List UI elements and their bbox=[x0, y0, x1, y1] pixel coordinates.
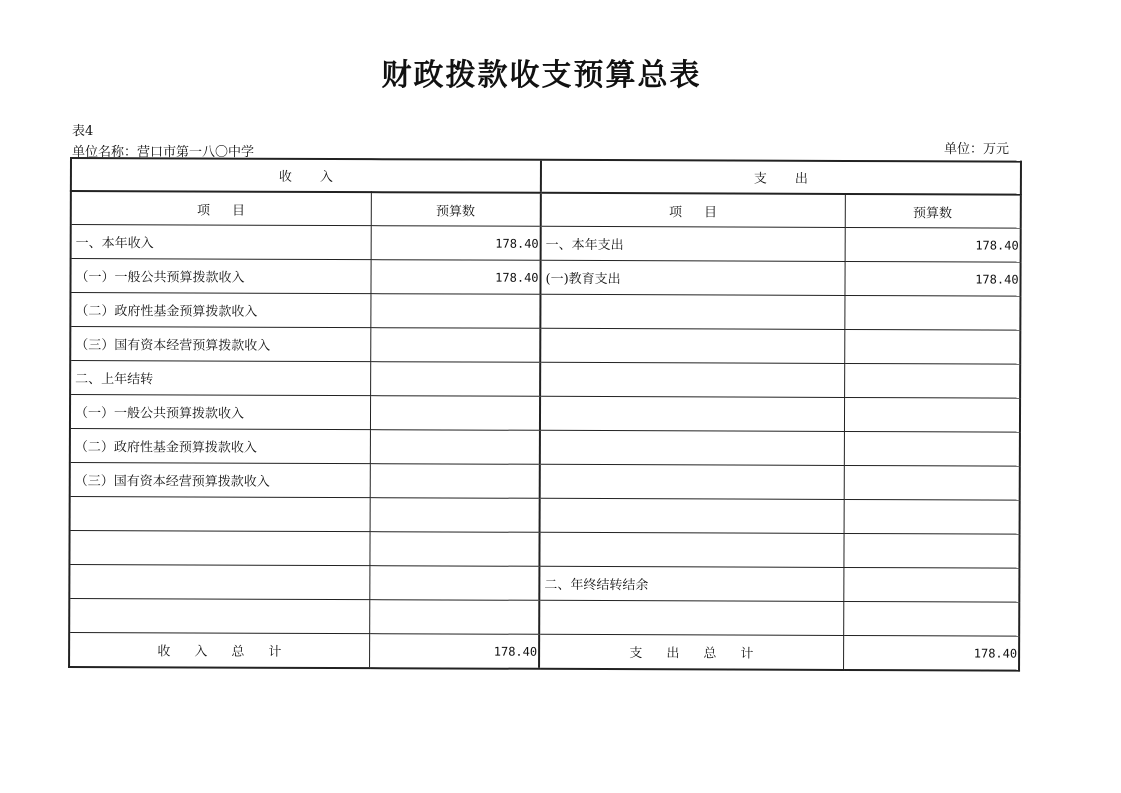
table-row bbox=[70, 259, 1020, 297]
income-amount-cell bbox=[369, 566, 539, 601]
table-row bbox=[70, 463, 1020, 501]
budget-table bbox=[68, 157, 1022, 672]
expense-amount-cell bbox=[843, 567, 1019, 602]
column-header-row bbox=[71, 191, 1021, 228]
expense-amount-cell bbox=[844, 363, 1020, 398]
expense-item-cell bbox=[539, 532, 843, 567]
income-amount-cell bbox=[370, 294, 540, 329]
income-item-cell bbox=[69, 565, 369, 600]
expense-item-cell bbox=[540, 294, 844, 329]
income-item-cell: （二）政府性基金预算拨款收入 bbox=[70, 293, 370, 328]
income-item-column-header: 项目 bbox=[71, 191, 371, 226]
expense-item-cell bbox=[540, 396, 844, 431]
expense-item-cell: (一)教育支出 bbox=[540, 260, 844, 295]
currency-unit: 单位：万元 bbox=[944, 142, 1010, 157]
expense-amount-column-header: 预算数 bbox=[845, 194, 1021, 228]
income-item-cell bbox=[70, 497, 370, 532]
income-section-header: 收入 bbox=[71, 158, 541, 193]
income-total-value: 178.40 bbox=[369, 634, 539, 669]
expense-item-cell bbox=[540, 498, 844, 533]
expense-amount-cell bbox=[843, 601, 1019, 636]
expense-item-cell bbox=[540, 328, 844, 363]
income-item-cell bbox=[69, 531, 369, 566]
expense-item-cell bbox=[540, 464, 844, 499]
expense-amount-cell bbox=[844, 499, 1020, 534]
income-amount-cell bbox=[369, 532, 539, 567]
expense-amount-cell: 178.40 bbox=[844, 261, 1020, 296]
income-item-cell: （一）一般公共预算拨款收入 bbox=[70, 395, 370, 430]
table-row bbox=[70, 327, 1020, 365]
expense-amount-cell bbox=[844, 295, 1020, 330]
table-number: 表4 bbox=[72, 124, 94, 139]
income-amount-column-header: 预算数 bbox=[371, 192, 541, 226]
income-amount-cell bbox=[370, 362, 540, 397]
income-item-cell: （二）政府性基金预算拨款收入 bbox=[70, 429, 370, 464]
section-header-row bbox=[71, 158, 1021, 195]
expense-item-cell bbox=[540, 362, 844, 397]
income-item-cell: （一）一般公共预算拨款收入 bbox=[70, 259, 370, 294]
table-row bbox=[69, 531, 1019, 569]
table-row bbox=[70, 395, 1020, 433]
table-row bbox=[71, 225, 1021, 263]
expense-item-cell bbox=[539, 600, 843, 635]
expense-amount-cell bbox=[844, 329, 1020, 364]
expense-amount-cell bbox=[844, 431, 1020, 466]
income-amount-cell bbox=[370, 430, 540, 465]
income-amount-cell bbox=[370, 328, 540, 363]
expense-amount-cell: 178.40 bbox=[845, 227, 1021, 262]
income-total-label: 收入总计 bbox=[69, 633, 369, 669]
expense-item-cell: 二、年终结转结余 bbox=[539, 566, 843, 601]
table-row bbox=[69, 565, 1019, 603]
table-row bbox=[69, 599, 1019, 637]
table-row bbox=[70, 293, 1020, 331]
unit-name: 单位名称：营口市第一八〇中学 bbox=[72, 145, 255, 160]
table-row bbox=[70, 429, 1020, 467]
income-item-cell bbox=[69, 599, 369, 634]
income-amount-cell bbox=[370, 396, 540, 431]
expense-section-header: 支出 bbox=[541, 160, 1021, 195]
page-title: 财政拨款收支预算总表 bbox=[381, 58, 702, 93]
expense-total-value: 178.40 bbox=[843, 635, 1019, 670]
income-item-cell: （三）国有资本经营预算拨款收入 bbox=[70, 463, 370, 498]
expense-total-label: 支出总计 bbox=[539, 634, 843, 670]
expense-amount-cell bbox=[843, 533, 1019, 568]
expense-item-column-header: 项目 bbox=[541, 193, 845, 228]
expense-item-cell bbox=[540, 430, 844, 465]
income-item-cell: （三）国有资本经营预算拨款收入 bbox=[70, 327, 370, 362]
income-amount-cell bbox=[370, 464, 540, 499]
income-amount-cell: 178.40 bbox=[371, 226, 541, 261]
table-row bbox=[70, 361, 1020, 399]
income-amount-cell: 178.40 bbox=[370, 260, 540, 295]
expense-amount-cell bbox=[844, 465, 1020, 500]
income-amount-cell bbox=[370, 498, 540, 533]
total-row bbox=[69, 633, 1019, 671]
income-amount-cell bbox=[369, 600, 539, 635]
expense-amount-cell bbox=[844, 397, 1020, 432]
income-item-cell: 二、上年结转 bbox=[70, 361, 370, 396]
income-item-cell: 一、本年收入 bbox=[71, 225, 371, 260]
table-row bbox=[70, 497, 1020, 535]
expense-item-cell: 一、本年支出 bbox=[541, 226, 845, 261]
